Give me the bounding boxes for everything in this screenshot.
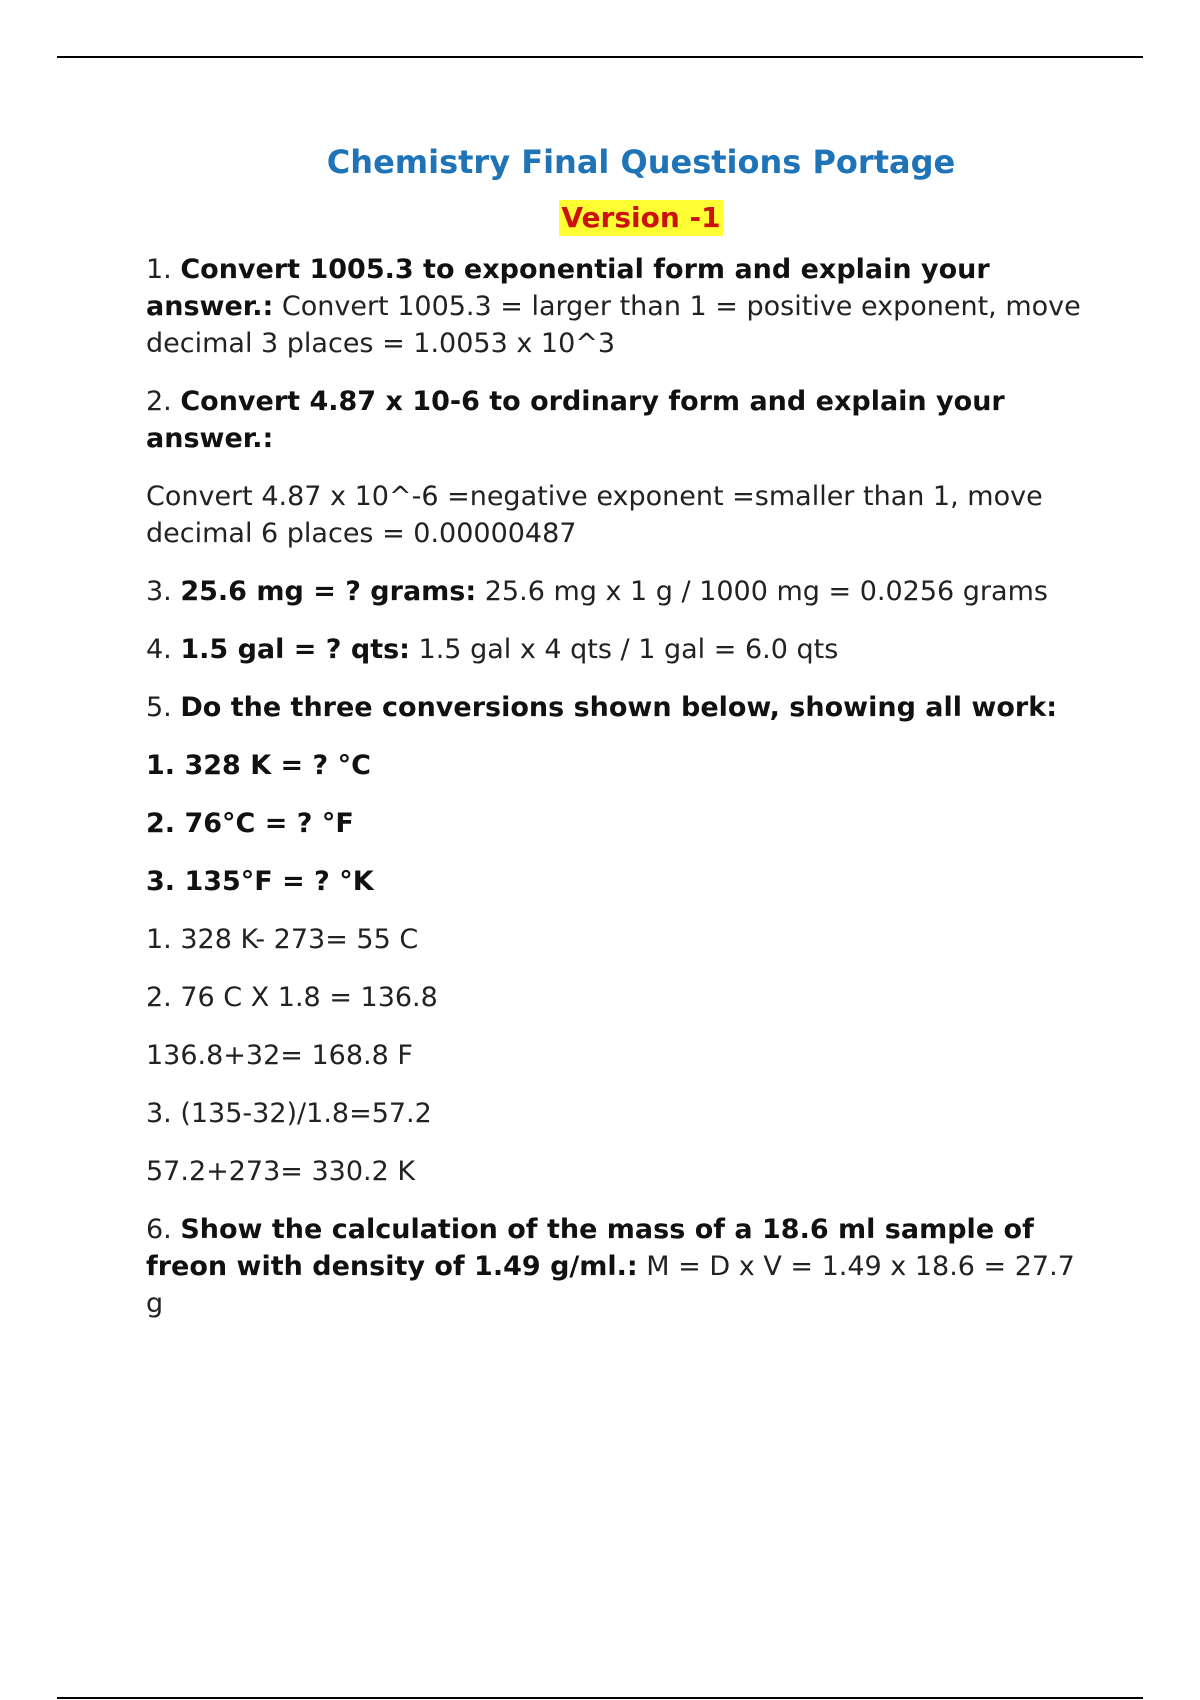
question-1-answer: Convert 1005.3 = larger than 1 = positive exponent, move decimal 3 places = 1.0053 x 10^3: [146, 291, 1081, 359]
question-5-sub-3-text: 3. 135°F = ? °K: [146, 866, 374, 897]
question-1-number: 1.: [146, 254, 181, 285]
question-5-work-4: 3. (135-32)/1.8=57.2: [146, 1098, 432, 1129]
question-5-work-5: 57.2+273= 330.2 K: [146, 1156, 416, 1187]
question-6-prompt: Show the calculation of the mass of a 18.6 ml sample of freon with density of 1.49 g/ml.:: [146, 1214, 1034, 1282]
question-5-work-1: 1. 328 K- 273= 55 C: [146, 924, 419, 955]
question-5-sub-1: [146, 747, 1096, 784]
question-4: [146, 631, 1096, 668]
question-6: [146, 1211, 1096, 1322]
question-4-prompt: 1.5 gal = ? qts:: [180, 634, 410, 665]
question-5-work-3: 136.8+32= 168.8 F: [146, 1040, 413, 1071]
version-wrapper: [146, 200, 1096, 237]
question-2-number: 2.: [146, 386, 181, 417]
question-3: [146, 573, 1096, 610]
question-4-answer: 1.5 gal x 4 qts / 1 gal = 6.0 qts: [409, 634, 839, 665]
question-1: [146, 251, 1096, 362]
question-5-number: 5.: [146, 692, 181, 723]
question-5-work-2: 2. 76 C X 1.8 = 136.8: [146, 982, 438, 1013]
question-1-prompt: Convert 1005.3 to exponential form and explain your answer.:: [146, 254, 990, 322]
question-5: [146, 689, 1096, 726]
question-5-sub-2: [146, 805, 1096, 842]
question-5-sub-2-text: 2. 76°C = ? °F: [146, 808, 354, 839]
question-2: [146, 383, 1096, 457]
question-3-prompt: 25.6 mg = ? grams:: [180, 576, 477, 607]
question-2-answer: Convert 4.87 x 10^-6 =negative exponent =smaller than 1, move decimal 6 places = 0.00000487: [146, 481, 1043, 549]
question-3-number: 3.: [146, 576, 181, 607]
document-title: Chemistry Final Questions Portage: [326, 143, 956, 181]
version-label: Version -1: [561, 201, 721, 234]
question-6-answer: M = D x V = 1.49 x 18.6 = 27.7 g: [146, 1251, 1075, 1319]
question-6-number: 6.: [146, 1214, 181, 1245]
question-4-number: 4.: [146, 634, 181, 665]
question-5-sub-1-text: 1. 328 K = ? °C: [146, 750, 371, 781]
question-3-answer: 25.6 mg x 1 g / 1000 mg = 0.0256 grams: [476, 576, 1048, 607]
bottom-divider: [57, 1697, 1143, 1699]
question-2-prompt: Convert 4.87 x 10-6 to ordinary form and explain your answer.:: [146, 386, 1005, 454]
question-5-sub-3: [146, 863, 1096, 900]
top-divider: [57, 56, 1143, 58]
question-5-prompt: Do the three conversions shown below, showing all work:: [180, 692, 1057, 723]
document-body: [146, 140, 1096, 1343]
